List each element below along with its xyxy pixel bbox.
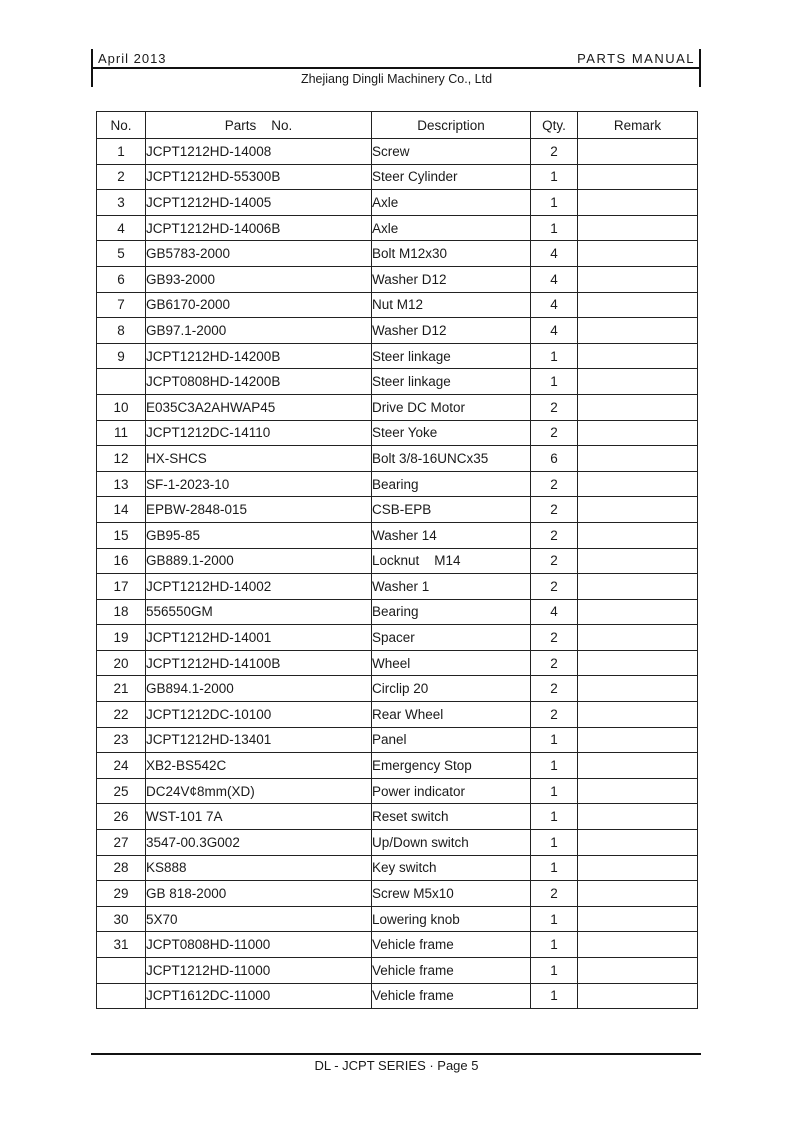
cell-qty: 1	[531, 830, 578, 856]
cell-part-number: JCPT1612DC-11000	[146, 983, 372, 1009]
cell-remark	[578, 702, 698, 728]
cell-remark	[578, 215, 698, 241]
cell-no: 7	[97, 292, 146, 318]
cell-part-number: JCPT1212HD-14100B	[146, 650, 372, 676]
cell-no: 2	[97, 164, 146, 190]
cell-remark	[578, 830, 698, 856]
cell-no: 8	[97, 318, 146, 344]
header-divider	[91, 67, 701, 69]
cell-part-number: JCPT1212HD-14008	[146, 139, 372, 165]
cell-description: Washer D12	[372, 266, 531, 292]
table-row	[97, 753, 698, 779]
table-row	[97, 369, 698, 395]
column-header-qty: Qty.	[531, 112, 578, 139]
parts-table	[96, 111, 698, 1009]
table-row	[97, 983, 698, 1009]
cell-description: Bolt M12x30	[372, 241, 531, 267]
cell-no: 10	[97, 394, 146, 420]
cell-part-number: WST-101 7A	[146, 804, 372, 830]
cell-no: 19	[97, 625, 146, 651]
cell-qty: 4	[531, 241, 578, 267]
cell-description: Steer Cylinder	[372, 164, 531, 190]
cell-remark	[578, 266, 698, 292]
cell-part-number: GB97.1-2000	[146, 318, 372, 344]
cell-part-number: JCPT1212HD-14002	[146, 574, 372, 600]
cell-no: 27	[97, 830, 146, 856]
cell-remark	[578, 599, 698, 625]
table-row	[97, 574, 698, 600]
cell-qty: 2	[531, 574, 578, 600]
company-name: Zhejiang Dingli Machinery Co., Ltd	[300, 72, 493, 86]
cell-part-number: JCPT1212HD-14005	[146, 190, 372, 216]
cell-qty: 1	[531, 727, 578, 753]
cell-description: Washer D12	[372, 318, 531, 344]
cell-qty: 2	[531, 139, 578, 165]
cell-qty: 2	[531, 650, 578, 676]
cell-remark	[578, 753, 698, 779]
cell-part-number: HX-SHCS	[146, 446, 372, 472]
cell-description: Steer Yoke	[372, 420, 531, 446]
cell-part-number: GB95-85	[146, 522, 372, 548]
table-row	[97, 727, 698, 753]
table-row	[97, 599, 698, 625]
cell-part-number: JCPT1212HD-55300B	[146, 164, 372, 190]
cell-remark	[578, 420, 698, 446]
cell-part-number: GB5783-2000	[146, 241, 372, 267]
cell-qty: 1	[531, 343, 578, 369]
footer-divider	[91, 1053, 701, 1055]
cell-qty: 1	[531, 932, 578, 958]
cell-description: Reset switch	[372, 804, 531, 830]
cell-part-number: JCPT1212HD-14001	[146, 625, 372, 651]
cell-description: Screw	[372, 139, 531, 165]
cell-remark	[578, 139, 698, 165]
footer-page-label: DL - JCPT SERIES · Page 5	[314, 1058, 479, 1073]
cell-no: 18	[97, 599, 146, 625]
cell-description: Wheel	[372, 650, 531, 676]
cell-part-number: E035C3A2AHWAP45	[146, 394, 372, 420]
column-header-no: No.	[97, 112, 146, 139]
cell-description: Steer linkage	[372, 343, 531, 369]
table-row	[97, 266, 698, 292]
cell-no: 11	[97, 420, 146, 446]
cell-part-number: JCPT1212HD-11000	[146, 958, 372, 984]
cell-no: 24	[97, 753, 146, 779]
cell-qty: 2	[531, 394, 578, 420]
cell-no	[97, 958, 146, 984]
cell-part-number: JCPT1212DC-10100	[146, 702, 372, 728]
table-row	[97, 958, 698, 984]
cell-no: 25	[97, 778, 146, 804]
cell-part-number: KS888	[146, 855, 372, 881]
cell-remark	[578, 650, 698, 676]
cell-description: Screw M5x10	[372, 881, 531, 907]
cell-description: CSB-EPB	[372, 497, 531, 523]
cell-no: 5	[97, 241, 146, 267]
cell-no: 31	[97, 932, 146, 958]
cell-part-number: JCPT1212HD-13401	[146, 727, 372, 753]
cell-remark	[578, 855, 698, 881]
cell-qty: 2	[531, 420, 578, 446]
cell-description: Spacer	[372, 625, 531, 651]
table-row	[97, 215, 698, 241]
cell-qty: 4	[531, 292, 578, 318]
table-row	[97, 778, 698, 804]
cell-qty: 2	[531, 881, 578, 907]
table-row	[97, 548, 698, 574]
cell-qty: 2	[531, 702, 578, 728]
cell-qty: 1	[531, 804, 578, 830]
cell-part-number: GB894.1-2000	[146, 676, 372, 702]
table-row	[97, 881, 698, 907]
table-row	[97, 650, 698, 676]
table-row	[97, 292, 698, 318]
cell-no: 26	[97, 804, 146, 830]
cell-part-number: GB889.1-2000	[146, 548, 372, 574]
cell-description: Vehicle frame	[372, 932, 531, 958]
cell-remark	[578, 292, 698, 318]
column-header-parts-no: Parts No.	[146, 112, 372, 139]
cell-remark	[578, 318, 698, 344]
cell-part-number: GB 818-2000	[146, 881, 372, 907]
cell-description: Drive DC Motor	[372, 394, 531, 420]
table-row	[97, 932, 698, 958]
cell-description: Power indicator	[372, 778, 531, 804]
cell-qty: 1	[531, 855, 578, 881]
cell-part-number: 5X70	[146, 906, 372, 932]
cell-remark	[578, 804, 698, 830]
cell-no: 12	[97, 446, 146, 472]
table-row	[97, 394, 698, 420]
cell-part-number: DC24V¢8mm(XD)	[146, 778, 372, 804]
cell-remark	[578, 522, 698, 548]
cell-remark	[578, 164, 698, 190]
column-header-remark: Remark	[578, 112, 698, 139]
table-row	[97, 855, 698, 881]
cell-remark	[578, 574, 698, 600]
header-date: April 2013	[98, 51, 167, 66]
cell-qty: 2	[531, 471, 578, 497]
cell-part-number: JCPT1212HD-14006B	[146, 215, 372, 241]
cell-part-number: GB6170-2000	[146, 292, 372, 318]
table-row	[97, 830, 698, 856]
cell-qty: 1	[531, 906, 578, 932]
cell-remark	[578, 369, 698, 395]
cell-qty: 2	[531, 625, 578, 651]
cell-qty: 6	[531, 446, 578, 472]
cell-description: Axle	[372, 190, 531, 216]
cell-description: Key switch	[372, 855, 531, 881]
cell-no: 15	[97, 522, 146, 548]
cell-no: 4	[97, 215, 146, 241]
cell-qty: 2	[531, 522, 578, 548]
cell-remark	[578, 727, 698, 753]
cell-remark	[578, 548, 698, 574]
cell-remark	[578, 394, 698, 420]
cell-qty: 4	[531, 599, 578, 625]
cell-part-number: JCPT0808HD-11000	[146, 932, 372, 958]
cell-remark	[578, 983, 698, 1009]
cell-description: Emergency Stop	[372, 753, 531, 779]
cell-no	[97, 369, 146, 395]
cell-remark	[578, 932, 698, 958]
cell-no: 22	[97, 702, 146, 728]
table-row	[97, 804, 698, 830]
cell-remark	[578, 497, 698, 523]
cell-part-number: 556550GM	[146, 599, 372, 625]
cell-remark	[578, 958, 698, 984]
cell-part-number: JCPT1212DC-14110	[146, 420, 372, 446]
cell-part-number: GB93-2000	[146, 266, 372, 292]
cell-no: 23	[97, 727, 146, 753]
cell-qty: 1	[531, 983, 578, 1009]
cell-remark	[578, 676, 698, 702]
table-row	[97, 446, 698, 472]
cell-no: 17	[97, 574, 146, 600]
cell-part-number: JCPT0808HD-14200B	[146, 369, 372, 395]
cell-description: Panel	[372, 727, 531, 753]
cell-remark	[578, 906, 698, 932]
table-row	[97, 190, 698, 216]
cell-qty: 4	[531, 318, 578, 344]
cell-qty: 1	[531, 753, 578, 779]
table-row	[97, 164, 698, 190]
table-row	[97, 318, 698, 344]
cell-qty: 2	[531, 497, 578, 523]
table-row	[97, 471, 698, 497]
cell-qty: 2	[531, 676, 578, 702]
cell-qty: 1	[531, 369, 578, 395]
cell-no: 9	[97, 343, 146, 369]
header-manual-title: PARTS MANUAL	[577, 51, 695, 66]
cell-remark	[578, 778, 698, 804]
cell-no	[97, 983, 146, 1009]
cell-part-number: JCPT1212HD-14200B	[146, 343, 372, 369]
cell-description: Up/Down switch	[372, 830, 531, 856]
table-row	[97, 625, 698, 651]
cell-no: 3	[97, 190, 146, 216]
table-row	[97, 676, 698, 702]
cell-description: Bearing	[372, 471, 531, 497]
table-row	[97, 906, 698, 932]
cell-remark	[578, 343, 698, 369]
cell-remark	[578, 471, 698, 497]
cell-description: Locknut M14	[372, 548, 531, 574]
cell-description: Axle	[372, 215, 531, 241]
cell-remark	[578, 190, 698, 216]
cell-description: Bearing	[372, 599, 531, 625]
table-row	[97, 702, 698, 728]
cell-description: Rear Wheel	[372, 702, 531, 728]
cell-no: 28	[97, 855, 146, 881]
cell-description: Bolt 3/8-16UNCx35	[372, 446, 531, 472]
cell-part-number: 3547-00.3G002	[146, 830, 372, 856]
table-row	[97, 497, 698, 523]
cell-no: 6	[97, 266, 146, 292]
table-row	[97, 241, 698, 267]
cell-qty: 1	[531, 215, 578, 241]
cell-description: Vehicle frame	[372, 958, 531, 984]
cell-no: 30	[97, 906, 146, 932]
table-row	[97, 343, 698, 369]
cell-qty: 1	[531, 958, 578, 984]
cell-description: Nut M12	[372, 292, 531, 318]
cell-description: Vehicle frame	[372, 983, 531, 1009]
cell-description: Washer 1	[372, 574, 531, 600]
cell-remark	[578, 446, 698, 472]
cell-no: 1	[97, 139, 146, 165]
cell-qty: 1	[531, 190, 578, 216]
cell-no: 13	[97, 471, 146, 497]
cell-remark	[578, 881, 698, 907]
cell-part-number: EPBW-2848-015	[146, 497, 372, 523]
table-row	[97, 522, 698, 548]
cell-description: Circlip 20	[372, 676, 531, 702]
cell-qty: 1	[531, 778, 578, 804]
cell-no: 16	[97, 548, 146, 574]
cell-qty: 2	[531, 548, 578, 574]
column-header-description: Description	[372, 112, 531, 139]
cell-description: Steer linkage	[372, 369, 531, 395]
table-row	[97, 420, 698, 446]
cell-no: 29	[97, 881, 146, 907]
cell-part-number: XB2-BS542C	[146, 753, 372, 779]
cell-remark	[578, 625, 698, 651]
cell-part-number: SF-1-2023-10	[146, 471, 372, 497]
cell-qty: 4	[531, 266, 578, 292]
table-header-row	[97, 112, 698, 139]
cell-no: 21	[97, 676, 146, 702]
parts-table-body	[97, 139, 698, 1009]
cell-no: 14	[97, 497, 146, 523]
cell-qty: 1	[531, 164, 578, 190]
cell-description: Washer 14	[372, 522, 531, 548]
cell-description: Lowering knob	[372, 906, 531, 932]
cell-remark	[578, 241, 698, 267]
cell-no: 20	[97, 650, 146, 676]
table-row	[97, 139, 698, 165]
